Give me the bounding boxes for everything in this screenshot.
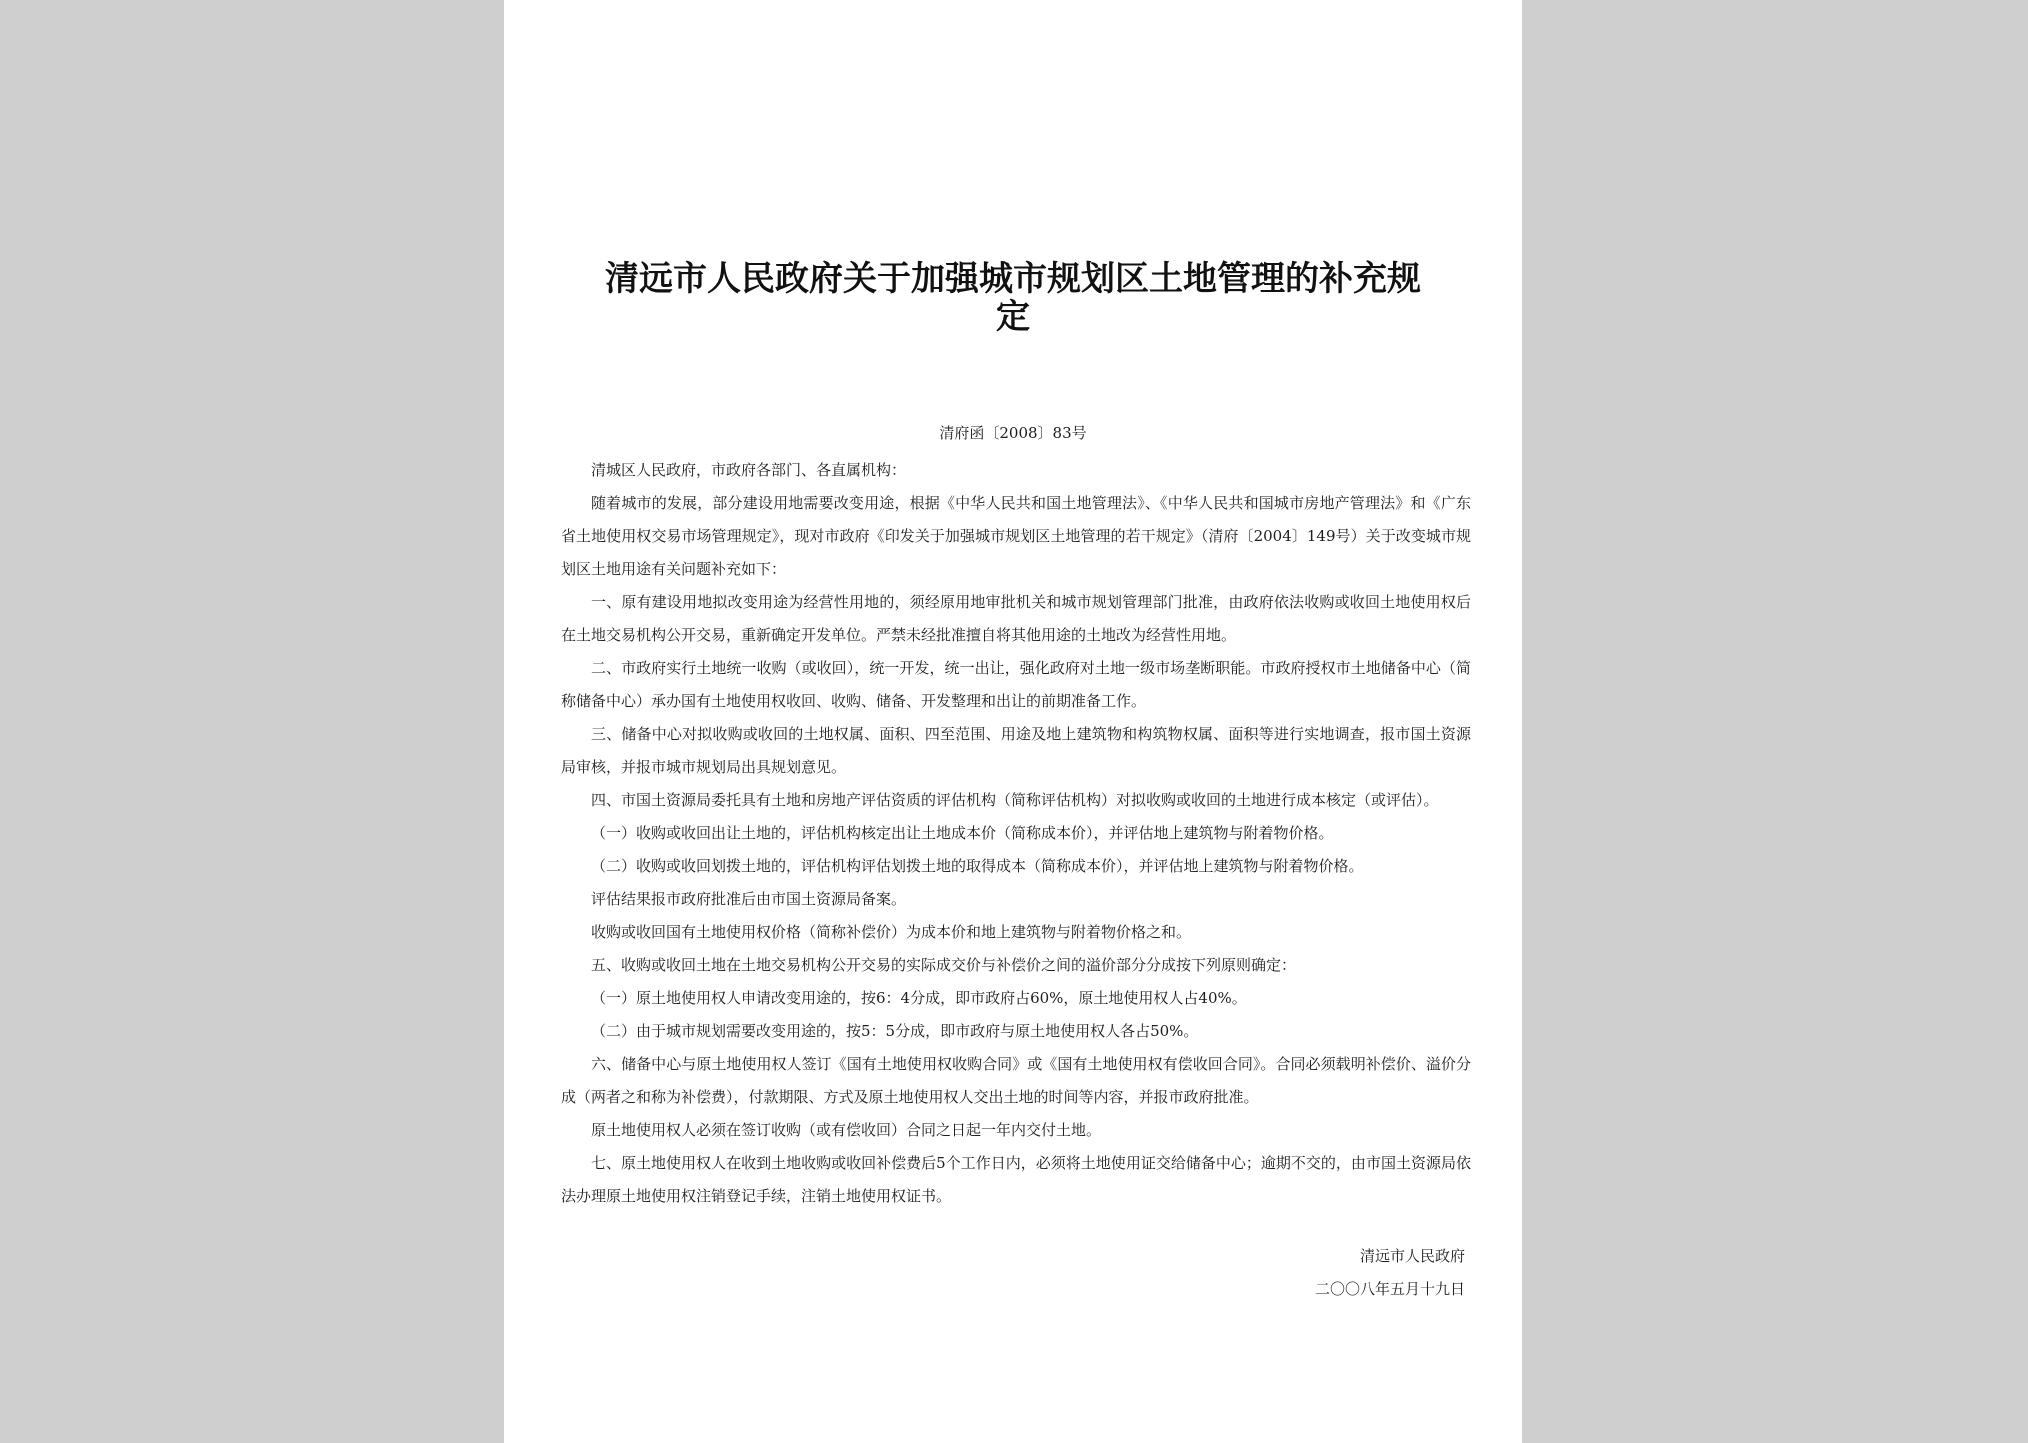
paragraph-article-4-item-1: （一）收购或收回出让土地的，评估机构核定出让土地成本价（简称成本价），并评估地上建筑物与附着物价格。 bbox=[591, 824, 1334, 842]
paragraph-addressee: 清城区人民政府，市政府各部门、各直属机构： bbox=[591, 461, 907, 479]
paragraph-article-5-item-2: （二）由于城市规划需要改变用途的，按5：5分成，即市政府与原土地使用权人各占50%。 bbox=[591, 1022, 1199, 1040]
paragraph-preamble: 随着城市的发展，部分建设用地需要改变用途，根据《中华人民共和国土地管理法》、《中华人民共和国城市房地产管理法》和《广东省土地使用权交易市场管理规定》，现对市政府《印发关于加强城市规划区土地管理的若干规定》（清府〔2004〕149号）关于改变城市规划区土地用途有关问题补充如下： bbox=[561, 494, 1471, 578]
paragraph-article-4-item-2: （二）收购或收回划拨土地的，评估机构评估划拨土地的取得成本（简称成本价），并评估地上建筑物与附着物价格。 bbox=[591, 857, 1364, 875]
paragraph-article-5: 五、收购或收回土地在土地交易机构公开交易的实际成交价与补偿价之间的溢价部分分成按下列原则确定： bbox=[591, 956, 1297, 974]
paragraph-article-5-item-1: （一）原土地使用权人申请改变用途的，按6：4分成，即市政府占60%，原土地使用权人占40%。 bbox=[591, 989, 1247, 1007]
paragraph-article-1: 一、原有建设用地拟改变用途为经营性用地的，须经原用地审批机关和城市规划管理部门批准，由政府依法收购或收回土地使用权后在土地交易机构公开交易，重新确定开发单位。严禁未经批准擅自将其他用途的土地改为经营性用地。 bbox=[561, 593, 1471, 644]
paragraph-article-6-note: 原土地使用权人必须在签订收购（或有偿收回）合同之日起一年内交付土地。 bbox=[591, 1121, 1102, 1139]
paragraph-article-4-note-2: 收购或收回国有土地使用权价格（简称补偿价）为成本价和地上建筑物与附着物价格之和。 bbox=[591, 923, 1192, 941]
document-number: 清府函〔2008〕83号 bbox=[939, 424, 1087, 442]
signature-block bbox=[1315, 1240, 1465, 1306]
paragraph-article-4: 四、市国土资源局委托具有土地和房地产评估资质的评估机构（简称评估机构）对拟收购或收回的土地进行成本核定（或评估）。 bbox=[591, 791, 1439, 809]
paragraph-article-3: 三、储备中心对拟收购或收回的土地权属、面积、四至范围、用途及地上建筑物和构筑物权属、面积等进行实地调查，报市国土资源局审核，并报市城市规划局出具规划意见。 bbox=[561, 725, 1471, 776]
document-title: 清远市人民政府关于加强城市规划区土地管理的补充规定 bbox=[605, 259, 1421, 337]
paragraph-article-4-note-1: 评估结果报市政府批准后由市国土资源局备案。 bbox=[591, 890, 907, 908]
signature-date: 二〇〇八年五月十九日 bbox=[1314, 1280, 1465, 1298]
document-body bbox=[561, 454, 1471, 1213]
paragraph-article-7: 七、原土地使用权人在收到土地收购或收回补偿费后5个工作日内，必须将土地使用证交给储备中心；逾期不交的，由市国土资源局依法办理原土地使用权注销登记手续，注销土地使用权证书。 bbox=[561, 1154, 1471, 1205]
signature-issuer: 清远市人民政府 bbox=[1359, 1247, 1465, 1265]
document-page bbox=[504, 0, 1522, 1443]
paragraph-article-6: 六、储备中心与原土地使用权人签订《国有土地使用权收购合同》或《国有土地使用权有偿收回合同》。合同必须载明补偿价、溢价分成（两者之和称为补偿费），付款期限、方式及原土地使用权人交出土地的时间等内容，并报市政府批准。 bbox=[561, 1055, 1471, 1106]
paragraph-article-2: 二、市政府实行土地统一收购（或收回），统一开发，统一出让，强化政府对土地一级市场垄断职能。市政府授权市土地储备中心（简称储备中心）承办国有土地使用权收回、收购、储备、开发整理和出让的前期准备工作。 bbox=[561, 659, 1471, 710]
